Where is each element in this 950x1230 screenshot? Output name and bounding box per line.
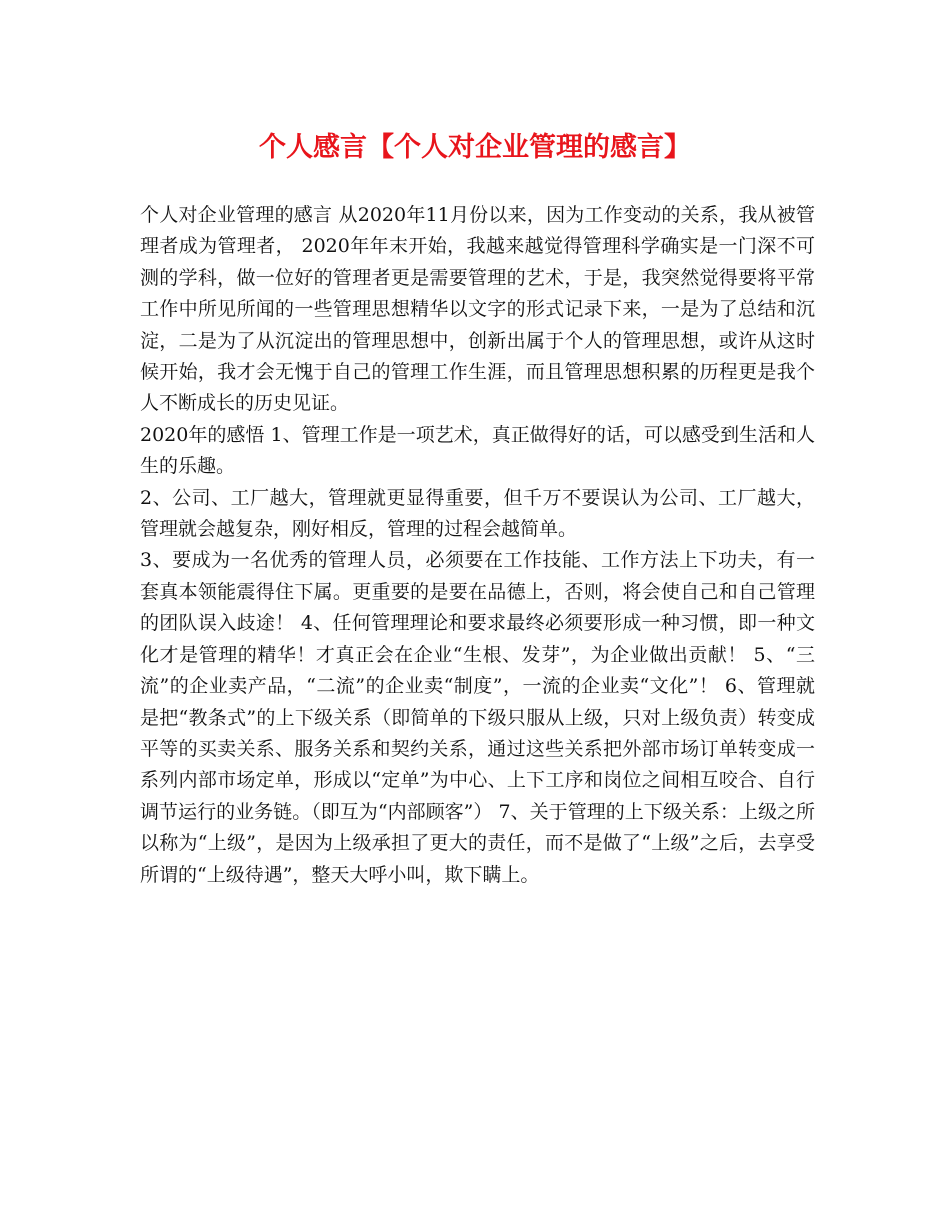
paragraph-insight-2: 2、公司、工厂越大，管理就更显得重要，但千万不要误认为公司、工厂越大，管理就会越复杂，刚好相反，管理的过程会越简单。 xyxy=(140,486,815,541)
paragraph-insight-1: 2020年的感悟 1、管理工作是一项艺术，真正做得好的话，可以感受到生活和人生的乐趣。 xyxy=(140,423,815,478)
paragraph-intro: 个人对企业管理的感言 从2020年11月份以来，因为工作变动的关系，我从被管理者成为管理者， 2020年年末开始，我越来越觉得管理科学确实是一门深不可测的学科，做一位好的管理者更是需要管理的艺术，于是，我突然觉得要将平常工作中所见所闻的一些管理思想精华以文字的形式记录下来，一是为了总结和沉淀，二是为了从沉淀出的管理思想中，创新出属于个人的管理思想，或许从这时候开始，我才会无愧于自己的管理工作生涯，而且管理思想积累的历程更是我个人不断成长的历史见证。 xyxy=(140,204,815,415)
document-title: 个人感言【个人对企业管理的感言】 xyxy=(259,132,691,163)
paragraph-insight-3-7: 3、要成为一名优秀的管理人员，必须要在工作技能、工作方法上下功夫，有一套真本领能震得住下属。更重要的是要在品德上，否则，将会使自己和自己管理的团队误入歧途！ 4、任何管理理论和要求最终必须要形成一种习惯，即一种文化才是管理的精华！才真正会在企业“生根、发芽”，为企业做出贡献！ 5、“三流”的企业卖产品，“二流”的企业卖“制度”，一流的企业卖“文化”！ 6、管理就是把“教条式”的上下级关系（即简单的下级只服从上级，只对上级负责）转变成平等的买卖关系、服务关系和契约关系，通过这些关系把外部市场订单转变成一系列内部市场定单，形成以“定单”为中心、上下工序和岗位之间相互咬合、自行调节运行的业务链。（即互为“内部顾客”） 7、关于管理的上下级关系：上级之所以称为“上级”，是因为上级承担了更大的责任，而不是做了“上级”之后，去享受所谓的“上级待遇”，整天大呼小叫，欺下瞒上。 xyxy=(140,549,815,886)
document-body xyxy=(140,200,815,891)
